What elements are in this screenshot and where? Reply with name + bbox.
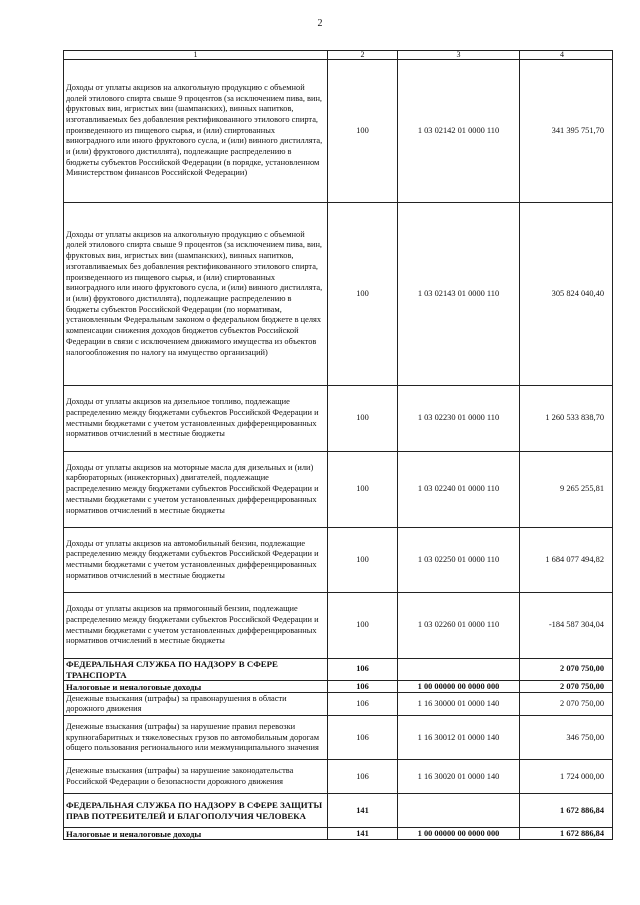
table-row [64,693,613,716]
administrator-code: 106 [328,716,398,760]
revenue-description: ФЕДЕРАЛЬНАЯ СЛУЖБА ПО НАДЗОРУ В СФЕРЕ ЗАЩИТЫ ПРАВ ПОТРЕБИТЕЛЕЙ И БЛАГОПОЛУЧИЯ ЧЕЛОВЕКА [64,794,328,828]
administrator-code: 106 [328,659,398,681]
revenue-description: Доходы от уплаты акцизов на моторные масла для дизельных и (или) карбюраторных (инжекторных) двигателей, подлежащие распределению между бюджетами субъектов Российской Федерации и местными бюджетами с учетом установленных дифференцированных нормативов отчислений в местные бюджеты [64,452,328,528]
amount: 1 684 077 494,82 [520,528,613,593]
revenue-description: Доходы от уплаты акцизов на алкогольную продукцию с объемной долей этилового спирта свыше 9 процентов (за исключением пива, вин, фруктовых вин, игристых вин (шампанских), винных напитков, изготавливаемых без добавления ректификованного этилового спирта, произведенного из пищевого сырья, и (или) спиртованных виноградного или иного фруктового сусла, и (или) винного дистиллята, и (или) фруктового дистиллята), подлежащие распределению в бюджеты субъектов Российской Федерации (по нормативам, установленным Федеральным законом о федеральном бюджете в целях компенсации снижения доходов бюджетов субъектов Российской Федерации в связи с исключением движимого имущества из объектов налогообложения по налогу на имущество организаций) [64,203,328,386]
revenue-description: Доходы от уплаты акцизов на автомобильный бензин, подлежащие распределению между бюджетами субъектов Российской Федерации и местными бюджетами с учетом установленных дифференцированных нормативов отчислений в местные бюджеты [64,528,328,593]
budget-classification-code [398,659,520,681]
budget-classification-code: 1 03 02240 01 0000 110 [398,452,520,528]
budget-classification-code: 1 16 30012 01 0000 140 [398,716,520,760]
administrator-code: 100 [328,528,398,593]
amount: -184 587 304,04 [520,593,613,659]
administrator-code: 141 [328,794,398,828]
amount: 1 672 886,84 [520,794,613,828]
budget-classification-code: 1 16 30000 01 0000 140 [398,693,520,716]
revenue-description: Денежные взыскания (штрафы) за правонарушения в области дорожного движения [64,693,328,716]
table-row [64,452,613,528]
amount: 1 672 886,84 [520,828,613,840]
budget-classification-code: 1 03 02250 01 0000 110 [398,528,520,593]
budget-classification-code: 1 00 00000 00 0000 000 [398,681,520,693]
administrator-code: 100 [328,60,398,203]
column-header-2: 2 [328,51,398,60]
administrator-code: 141 [328,828,398,840]
administrator-code: 106 [328,693,398,716]
table-row [64,386,613,452]
budget-classification-code: 1 03 02143 01 0000 110 [398,203,520,386]
table-row [64,659,613,681]
amount: 2 070 750,00 [520,659,613,681]
budget-classification-code: 1 03 02142 01 0000 110 [398,60,520,203]
table-row [64,828,613,840]
revenue-description: Доходы от уплаты акцизов на прямогонный бензин, подлежащие распределению между бюджетами субъектов Российской Федерации и местными бюджетами с учетом установленных дифференцированных нормативов отчислений в местные бюджеты [64,593,328,659]
administrator-code: 106 [328,681,398,693]
revenue-description: Налоговые и неналоговые доходы [64,681,328,693]
revenue-description: Денежные взыскания (штрафы) за нарушение законодательства Российской Федерации о безопасности дорожного движения [64,760,328,794]
revenue-table [63,50,613,840]
revenue-description: ФЕДЕРАЛЬНАЯ СЛУЖБА ПО НАДЗОРУ В СФЕРЕ ТРАНСПОРТА [64,659,328,681]
page-number: 2 [317,18,323,29]
column-header-3: 3 [398,51,520,60]
amount: 305 824 040,40 [520,203,613,386]
administrator-code: 100 [328,203,398,386]
table-row [64,716,613,760]
budget-classification-code [398,794,520,828]
table-row [64,794,613,828]
revenue-description: Денежные взыскания (штрафы) за нарушение правил перевозки крупногабаритных и тяжеловесных грузов по автомобильным дорогам общего пользования регионального или межмуниципального значения [64,716,328,760]
table-row [64,593,613,659]
revenue-description: Налоговые и неналоговые доходы [64,828,328,840]
amount: 1 260 533 838,70 [520,386,613,452]
amount: 9 265 255,81 [520,452,613,528]
revenue-description: Доходы от уплаты акцизов на дизельное топливо, подлежащие распределению между бюджетами субъектов Российской Федерации и местными бюджетами с учетом установленных дифференцированных нормативов отчислений в местные бюджеты [64,386,328,452]
amount: 346 750,00 [520,716,613,760]
revenue-description: Доходы от уплаты акцизов на алкогольную продукцию с объемной долей этилового спирта свыше 9 процентов (за исключением пива, вин, фруктовых вин, игристых вин (шампанских), винных напитков, изготавливаемых без добавления ректификованного этилового спирта, произведенного из пищевого сырья, и (или) спиртованных виноградного или иного фруктового сусла, и (или) винного дистиллята, и (или) фруктового дистиллята), подлежащие распределению в бюджеты субъектов Российской Федерации (в порядке, установленном Министерством финансов Российской Федерации) [64,60,328,203]
column-header-1: 1 [64,51,328,60]
administrator-code: 100 [328,386,398,452]
administrator-code: 100 [328,593,398,659]
amount: 2 070 750,00 [520,681,613,693]
administrator-code: 106 [328,760,398,794]
table-row [64,760,613,794]
table-row [64,60,613,203]
budget-classification-code: 1 16 30020 01 0000 140 [398,760,520,794]
budget-classification-code: 1 00 00000 00 0000 000 [398,828,520,840]
amount: 1 724 000,00 [520,760,613,794]
column-header-4: 4 [520,51,613,60]
budget-classification-code: 1 03 02260 01 0000 110 [398,593,520,659]
administrator-code: 100 [328,452,398,528]
table-row [64,681,613,693]
table-row [64,528,613,593]
table-header-row [64,51,613,60]
budget-classification-code: 1 03 02230 01 0000 110 [398,386,520,452]
amount: 341 395 751,70 [520,60,613,203]
amount: 2 070 750,00 [520,693,613,716]
table-row [64,203,613,386]
